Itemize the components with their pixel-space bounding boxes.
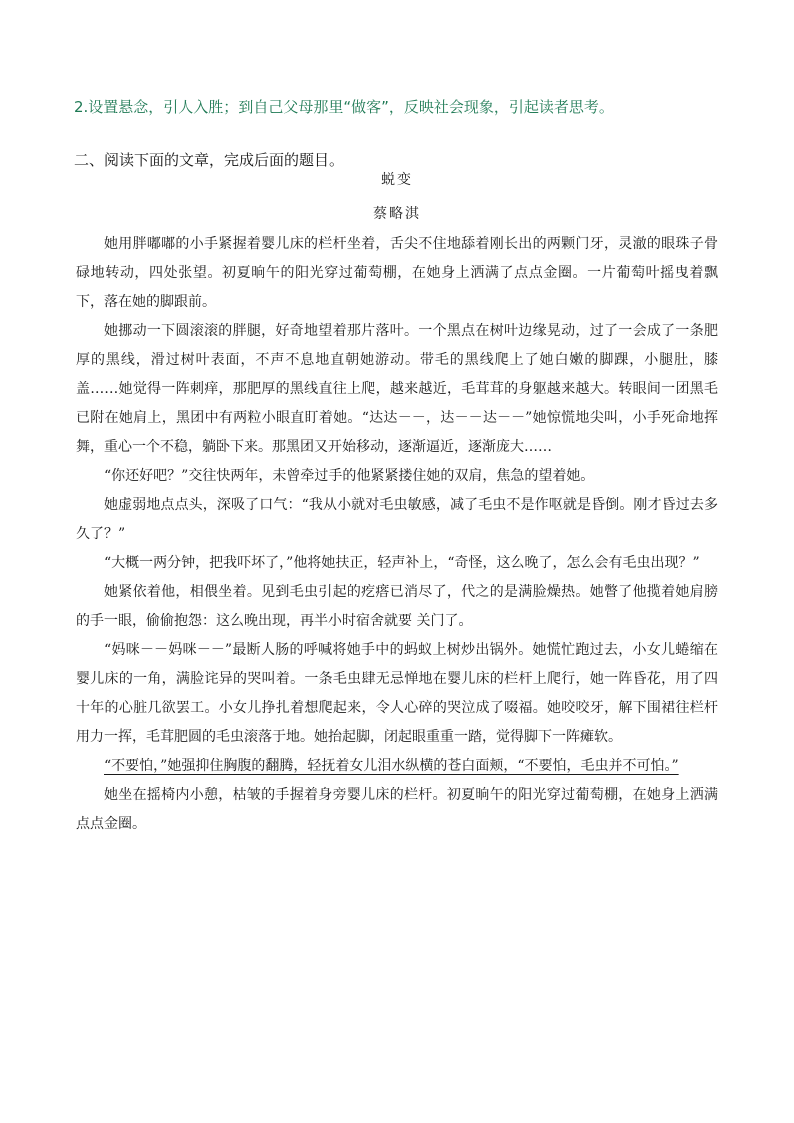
paragraph: 她虚弱地点点头，深吸了口气：“我从小就对毛虫敏感，减了毛虫不是作呕就是昏倒。刚才昏过去多久了？” xyxy=(76,497,718,542)
paragraph: “你还好吧？”交往快两年，未曾牵过手的他紧紧搂住她的双肩，焦急的望着她。 xyxy=(104,468,595,484)
underlined-paragraph xyxy=(76,752,718,781)
paragraph: 她用胖嘟嘟的小手紧握着婴儿床的栏杆坐着，舌尖不住地舔着刚长出的两颗门牙，灵澈的眼珠子骨碌地转动，四处张望。初夏晌午的阳光穿过葡萄棚，在她身上洒满了点点金圈。一片葡萄叶摇曳着飘下，落在她的脚跟前。 xyxy=(76,236,718,310)
paragraph: “妈咪－－妈咪－－”最断人肠的呼喊将她手中的蚂蚁上树炒出锅外。她慌忙跑过去，小女儿蜷缩在婴儿床的一角，满脸诧异的哭叫着。一条毛虫肆无忌惮地在婴儿床的栏杆上爬行，她一阵昏花，用了四十年的心脏几欲罢工。小女儿挣扎着想爬起来，令人心碎的哭泣成了啜福。她咬咬牙，解下围裙往栏杆用力一挥，毛茸肥圆的毛虫滚落于地。她抬起脚，闭起眼重重一踏，觉得脚下一阵瘫软。 xyxy=(76,642,718,745)
article-body xyxy=(76,230,718,839)
article-author: 蔡略淇 xyxy=(373,206,421,222)
paragraph: 她紧依着他，相偎坐着。见到毛虫引起的疙瘩已消尽了，代之的是满脸燥热。她瞥了他揽着她肩膀的手一眼，偷偷抱怨：这么晚出现，再半小时宿舍就要 关门了。 xyxy=(76,584,718,629)
paragraph: 她坐在摇椅内小憩，枯皱的手握着身旁婴儿床的栏杆。初夏晌午的阳光穿过葡萄棚，在她身上洒满点点金圈。 xyxy=(76,787,718,832)
paragraph: 她挪动一下圆滚滚的胖腿，好奇地望着那片落叶。一个黑点在树叶边缘晃动，过了一会成了一条肥厚的黑线，滑过树叶表面，不声不息地直朝她游动。带毛的黑线爬上了她白嫩的脚踝，小腿肚，膝盖……她觉得一阵刺痒，那肥厚的黑线直往上爬，越来越近，毛茸茸的身躯越来越大。转眼间一团黑毛已附在她肩上，黑团中有两粒小眼直盯着她。“达达－－，达－－达－－”她惊慌地尖叫，小手死命地挥舞，重心一个不稳，躺卧下来。那黑团又开始移动，逐渐逼近，逐渐庞大…… xyxy=(76,323,718,455)
paragraph: “大概一两分钟，把我吓坏了，”他将她扶正，轻声补上，“奇怪，这么晚了，怎么会有毛虫出现？” xyxy=(104,555,700,571)
section-heading: 二、阅读下面的文章，完成后面的题目。 xyxy=(74,151,345,169)
answer-text: 2.设置悬念，引人入胜；到自己父母那里“做客”，反映社会现象，引起读者思考。 xyxy=(74,98,614,116)
underlined-sentence: “不要怕，”她强抑住胸腹的翻腾，轻抚着女儿泪水纵横的苍白面颊，“不要怕，毛虫并不可怕。” xyxy=(104,758,679,774)
article-title: 蜕变 xyxy=(381,172,413,188)
